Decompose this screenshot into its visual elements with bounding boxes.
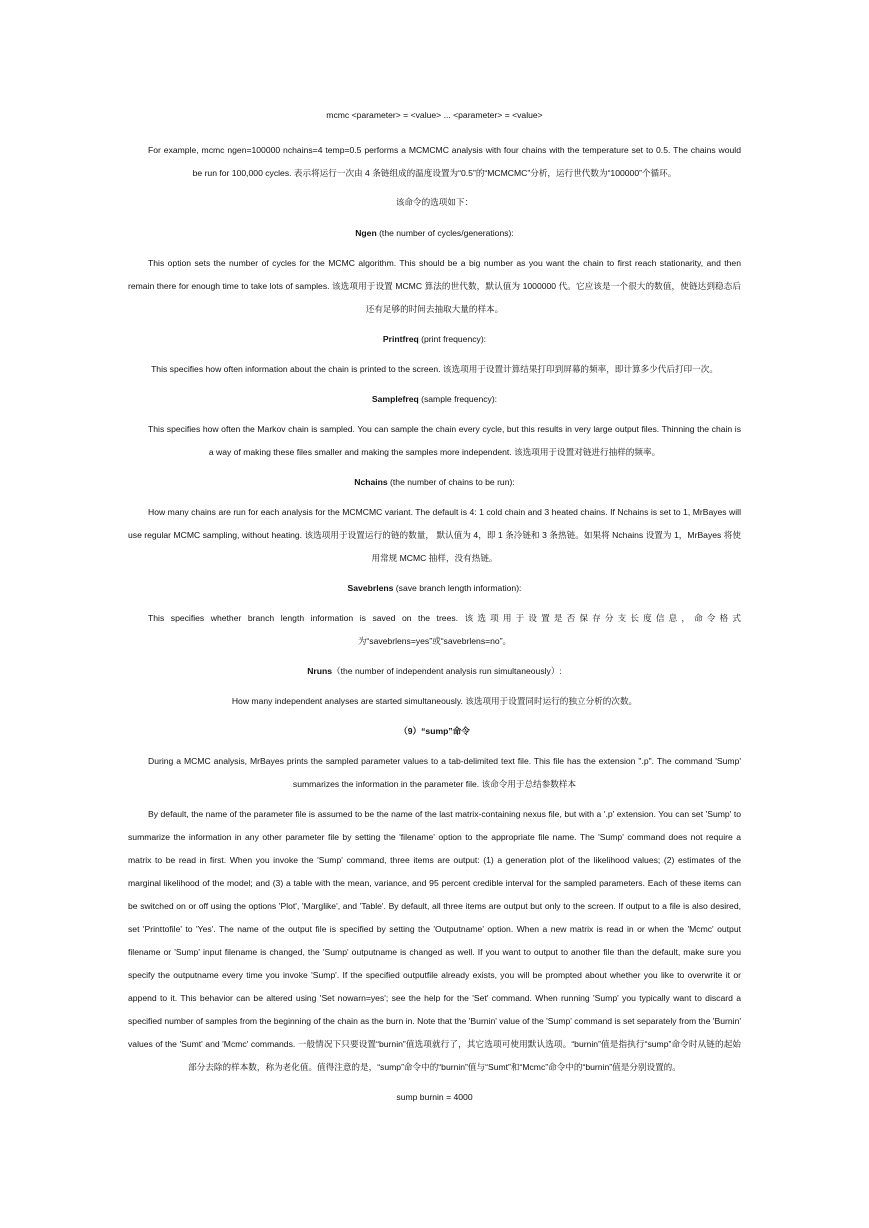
section-title	[128, 720, 741, 743]
sump-example: sump burnin = 4000	[396, 1092, 473, 1102]
nchains-body: How many chains are run for each analysis for the MCMCMC variant. The default is 4: 1 cold chain and 3 heated chains. If Nchains is set to 1, MrBayes will use regular MCMC sampling, without heating. 该选项用于设置运行的链的数量， 默认值为 4，即 1 条冷链和 3 条热链。如果将 Nchains 设置为 1，MrBayes 将使用常规 MCMC 抽样，没有热链。	[128, 507, 741, 563]
samplefreq-term: Samplefreq	[371, 394, 419, 404]
nruns-heading	[128, 660, 741, 683]
samplefreq-body: This specifies how often the Markov chain is sampled. You can sample the chain every cycle, but this results in very large output files. Thinning the chain is a way of making these files smaller and making the samples more independent. 该选项用于设置对链进行抽样的频率。	[148, 424, 741, 457]
syntax-line: mcmc <parameter> = <value> ... <parameter> = <value>	[326, 110, 543, 120]
printfreq-heading	[128, 328, 741, 351]
samplefreq-heading	[128, 388, 741, 411]
ngen-term: Ngen	[355, 228, 377, 238]
nchains-heading	[128, 471, 741, 494]
options-intro: 该命令的选项如下：	[395, 198, 474, 208]
savebrlens-heading	[128, 577, 741, 600]
printfreq-desc: (print frequency):	[418, 334, 487, 344]
ngen-body: This option sets the number of cycles for the MCMC algorithm. This should be a big number as you want the chain to first reach stationarity, and then remain there for enough time to take lots of samples. 该选项用于设置 MCMC 算法的世代数，默认值为 1000000 代。它应该是一个很大的数值，使链达到稳态后还有足够的时间去抽取大量的样本。	[128, 258, 741, 314]
nchains-term: Nchains	[354, 477, 388, 487]
nruns-desc: （the number of independent analysis run simultaneously）:	[332, 666, 562, 676]
sump-paragraph-2: By default, the name of the parameter file is assumed to be the name of the last matrix-containing nexus file, but with a '.p' extension. You can set 'Sump' to summarize the information in any other parameter file by setting the 'filename' option to the appropriate file name. The 'Sump' command does not require a matrix to be read in first. When you invoke the 'Sump' command, three items are output: (1) a generation plot of the likelihood values; (2) estimates of the marginal likelihood of the model; and (3) a table with the mean, variance, and 95 percent credible interval for the sampled parameters. Each of these items can be switched on or off using the options 'Plot', 'Marglike', and 'Table'. By default, all three items are output but only to the screen. If output to a file is also desired, set 'Printtofile' to 'Yes'. The name of the output file is specified by setting the 'Outputname' option. When a new matrix is read in or when the 'Mcmc' output filename or 'Sump' input filename is changed, the 'Sump' outputname is changed as well. If you want to output to another file than the default, make sure you specify the outputname every time you invoke 'Sump'. If the specified outputfile already exists, you will be prompted about whether you like to overwrite it or append to it. This behavior can be altered using 'Set nowarn=yes'; see the help for the 'Set' command. When running 'Sump' you typically want to discard a specified number of samples from the beginning of the chain as the burn in. Note that the 'Burnin' value of the 'Sump' command is set separately from the 'Burnin' values of the 'Sumt' and 'Mcmc' commands. 一般情况下只要设置“burnin”值选项就行了，其它选项可使用默认选项。“burnin”值是指执行“sump”命令时从链的起始部分去除的样本数，称为老化值。值得注意的是，“sump”命令中的“burnin”值与“Sumt”和“Mcmc”命令中的“burnin”值是分别设置的。	[128, 809, 741, 1072]
document-page	[128, 104, 741, 1109]
printfreq-body: This specifies how often information about the chain is printed to the screen. 该选项用于设置计算结果打印到屏幕的频率，即计算多少代后打印一次。	[151, 364, 718, 374]
nruns-body: How many independent analyses are started simultaneously. 该选项用于设置同时运行的独立分析的次数。	[231, 696, 638, 706]
ngen-desc: (the number of cycles/generations):	[376, 228, 514, 238]
printfreq-term: Printfreq	[382, 334, 419, 344]
ngen-heading	[128, 222, 741, 245]
section-title-text: （9）“sump”命令	[399, 726, 470, 736]
savebrlens-desc: (save branch length information):	[393, 583, 522, 593]
sump-paragraph-1: During a MCMC analysis, MrBayes prints the sampled parameter values to a tab-delimited text file. This file has the extension ".p". The command 'Sump' summarizes the information in the parameter file. 该命令用于总结参数样本	[148, 756, 741, 789]
savebrlens-term: Savebrlens	[347, 583, 394, 593]
samplefreq-desc: (sample frequency):	[418, 394, 498, 404]
nchains-desc: (the number of chains to be run):	[387, 477, 515, 487]
example-paragraph: For example, mcmc ngen=100000 nchains=4 temp=0.5 performs a MCMCMC analysis with four chains with the temperature set to 0.5. The chains would be run for 100,000 cycles. 表示将运行一次由 4 条链组成的温度设置为“0.5”的“MCMCMC”分析，运行世代数为“100000”个循环。	[148, 145, 741, 178]
nruns-term: Nruns	[307, 666, 333, 676]
savebrlens-body: This specifies whether branch length information is saved on the trees. 该选项用于设置是否保存分支长度信息，命令格式为“savebrlens=yes”或“savebrlens=no”。	[148, 613, 741, 646]
